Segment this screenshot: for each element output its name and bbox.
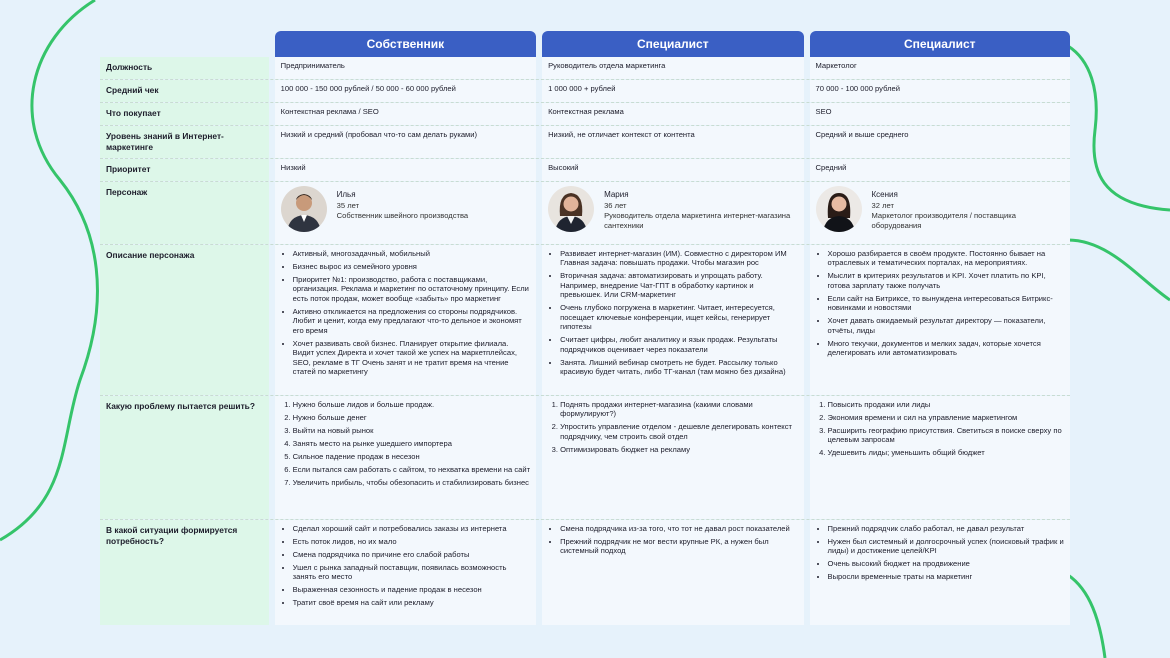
bullet-list [281, 249, 530, 377]
woman-portrait-icon [816, 186, 862, 232]
list-item: 3. Оптимизировать бюджет на рекламу [560, 445, 797, 454]
persona-role: Маркетолог производителя / поставщика оборудования [871, 211, 1017, 230]
table-cell [810, 520, 1070, 625]
list-item: • Выраженная сезонность и падение продаж в несезон [293, 585, 530, 594]
persona-card [542, 182, 803, 244]
list-item: • Хорошо разбирается в своём продукте. Постоянно бывает на отраслевых и тематических порталах, на мероприятиях. [828, 249, 1064, 268]
table-cell: 1 000 000 + рублей [542, 80, 803, 102]
persona-card [810, 182, 1070, 244]
list-item: • Хочет давать ожидаемый результат директору — показатели, отчёты, лиды [828, 316, 1064, 335]
table-cell [275, 245, 536, 395]
list-item: • Есть поток лидов, но их мало [293, 537, 530, 546]
list-item: • Хочет развивать свой бизнес. Планирует открытие филиала. Видит успех Директа и хочет такой же успех на маркетплейсах, SEO, рекламе в ТГ Очень занят и не тратит время на чтение статей по маркетингу [293, 339, 530, 377]
row-label: Средний чек [100, 80, 269, 102]
table-cell: Средний [810, 159, 1070, 181]
list-item: 4. Удешевить лиды; уменьшить общий бюджет [828, 448, 1064, 457]
table-row-description [100, 245, 1070, 396]
persona-role: Собственник швейного производства [336, 211, 469, 221]
numbered-list [548, 400, 797, 454]
list-item: • Прежний подрядчик не мог вести крупные РК, а нужен был системный подход [560, 537, 797, 556]
woman-portrait-icon [548, 186, 594, 232]
table-row-position [100, 57, 1070, 80]
bullet-list [816, 249, 1064, 358]
row-label: Какую проблему пытается решить? [100, 396, 269, 519]
numbered-list [281, 400, 530, 487]
persona-age: 32 лет [871, 201, 894, 210]
list-item: 7. Увеличить прибыль, чтобы обезопасить и стабилизировать бизнес [293, 478, 530, 487]
bullet-list [548, 249, 797, 377]
list-item: • Приоритет №1: производство, работа с поставщиками, организация. Реклама и маркетинг по остаточному принципу. Если есть поток продаж, может вообще «забыть» про маркетинг [293, 275, 530, 303]
table-cell: Маркетолог [810, 57, 1070, 79]
table-row-knowledge [100, 126, 1070, 159]
table-row-persona [100, 182, 1070, 245]
list-item: • Занята. Лишний вебинар смотреть не будет. Рассылку только красивую будет читать, либо ТГ-канал (там можно без дизайна) [560, 358, 797, 377]
list-item: • Считает цифры, любит аналитику и язык продаж. Результаты подрядчиков оценивает через показатели [560, 335, 797, 354]
table-header [100, 31, 1070, 57]
list-item: • Очень высокий бюджет на продвижение [828, 559, 1064, 568]
table-cell [275, 396, 536, 519]
column-header-owner: Собственник [275, 31, 536, 57]
list-item: • Вторичная задача: автоматизировать и упрощать работу. Например, внедрение Чат-ГПТ в обработку картинок и превьюшек. Или CRM-маркетинг [560, 271, 797, 299]
persona-role: Руководитель отдела маркетинга интернет-магазина сантехники [604, 211, 791, 230]
table-cell: Низкий [275, 159, 536, 181]
table-row-problem [100, 396, 1070, 520]
row-label: Приоритет [100, 159, 269, 181]
table-cell: SEO [810, 103, 1070, 125]
list-item: • Выросли временные траты на маркетинг [828, 572, 1064, 581]
list-item: • Много текучки, документов и мелких задач, которые хочется делегировать или автоматизировать [828, 339, 1064, 358]
bullet-list [816, 524, 1064, 582]
persona-name: Илья [336, 190, 356, 199]
column-header-specialist-2: Специалист [810, 31, 1070, 57]
list-item: 1. Повысить продажи или лиды [828, 400, 1064, 409]
list-item: 1. Поднять продажи интернет-магазина (какими словами формулируют?) [560, 400, 797, 419]
list-item: • Сделал хороший сайт и потребовались заказы из интернета [293, 524, 530, 533]
table-cell: 70 000 - 100 000 рублей [810, 80, 1070, 102]
row-label: Уровень знаний в Интернет-маркетинге [100, 126, 269, 158]
table-cell [542, 245, 803, 395]
list-item: • Смена подрядчика по причине его слабой работы [293, 550, 530, 559]
table-row-check [100, 80, 1070, 103]
table-cell [542, 396, 803, 519]
column-header-specialist-1: Специалист [542, 31, 803, 57]
table-cell [542, 520, 803, 625]
row-label: Что покупает [100, 103, 269, 125]
persona-card [275, 182, 536, 244]
persona-age: 36 лет [604, 201, 627, 210]
list-item: 2. Нужно больше денег [293, 413, 530, 422]
list-item: • Прежний подрядчик слабо работал, не давал результат [828, 524, 1064, 533]
list-item: 2. Упростить управление отделом - дешевле делегировать контекст подрядчику, чем строить свой отдел [560, 422, 797, 441]
list-item: • Бизнес вырос из семейного уровня [293, 262, 530, 271]
table-row-buys [100, 103, 1070, 126]
row-label: Персонаж [100, 182, 269, 244]
table-cell: Контекстная реклама [542, 103, 803, 125]
table-row-situation [100, 520, 1070, 625]
list-item: • Если сайт на Битриксе, то вынуждена интересоваться Битрикс-новинками и новостями [828, 294, 1064, 313]
table-cell: Низкий и средний (пробовал что-то сам делать руками) [275, 126, 536, 158]
numbered-list [816, 400, 1064, 458]
list-item: • Мыслит в критериях результатов и KPI. Хочет платить по KPI, готова зарплату также получать [828, 271, 1064, 290]
table-cell: Средний и выше среднего [810, 126, 1070, 158]
list-item: • Активно откликается на предложения со стороны подрядчиков. Любит и ценит, когда ему предлагают что-то дельное и экономят его время [293, 307, 530, 335]
table-cell [275, 520, 536, 625]
table-cell: 100 000 - 150 000 рублей / 50 000 - 60 000 рублей [275, 80, 536, 102]
persona-age: 35 лет [336, 201, 360, 210]
table-cell [810, 245, 1070, 395]
man-portrait-icon [281, 186, 327, 232]
list-item: 2. Экономия времени и сил на управление маркетингом [828, 413, 1064, 422]
list-item: • Развивает интернет-магазин (ИМ). Совместно с директором ИМ Главная задача: повышать продажи. Чтобы магазин рос [560, 249, 797, 268]
table-cell: Высокий [542, 159, 803, 181]
table-cell: Контекстная реклама / SEO [275, 103, 536, 125]
bullet-list [548, 524, 797, 556]
list-item: 5. Сильное падение продаж в несезон [293, 452, 530, 461]
list-item: 4. Занять место на рынке ушедшего импортера [293, 439, 530, 448]
list-item: • Нужен был системный и долгосрочный успех (поисковый трафик и лиды) и достижение целей/KPI [828, 537, 1064, 556]
table-cell: Руководитель отдела маркетинга [542, 57, 803, 79]
list-item: • Активный, многозадачный, мобильный [293, 249, 530, 258]
list-item: • Ушел с рынка западный поставщик, появилась возможность занять его место [293, 563, 530, 582]
persona-name: Ксения [871, 190, 898, 199]
table-row-priority [100, 159, 1070, 182]
table-cell: Предприниматель [275, 57, 536, 79]
bullet-list [281, 524, 530, 608]
list-item: • Тратит своё время на сайт или рекламу [293, 598, 530, 607]
row-label: В какой ситуации формируется потребность? [100, 520, 269, 625]
table-cell [810, 396, 1070, 519]
list-item: • Очень глубоко погружена в маркетинг. Читает, интересуется, посещает ключевые конференции, ищет кейсы, генерирует гипотезы [560, 303, 797, 331]
list-item: 3. Выйти на новый рынок [293, 426, 530, 435]
persona-table [100, 31, 1070, 625]
table-cell: Низкий, не отличает контекст от контента [542, 126, 803, 158]
list-item: 6. Если пытался сам работать с сайтом, то нехватка времени на сайт [293, 465, 530, 474]
persona-name: Мария [604, 190, 629, 199]
list-item: • Смена подрядчика из-за того, что тот не давал рост показателей [560, 524, 797, 533]
list-item: 1. Нужно больше лидов и больше продаж. [293, 400, 530, 409]
row-label: Описание персонажа [100, 245, 269, 395]
list-item: 3. Расширить географию присутствия. Светиться в поиске сверху по целевым запросам [828, 426, 1064, 445]
row-label: Должность [100, 57, 269, 79]
